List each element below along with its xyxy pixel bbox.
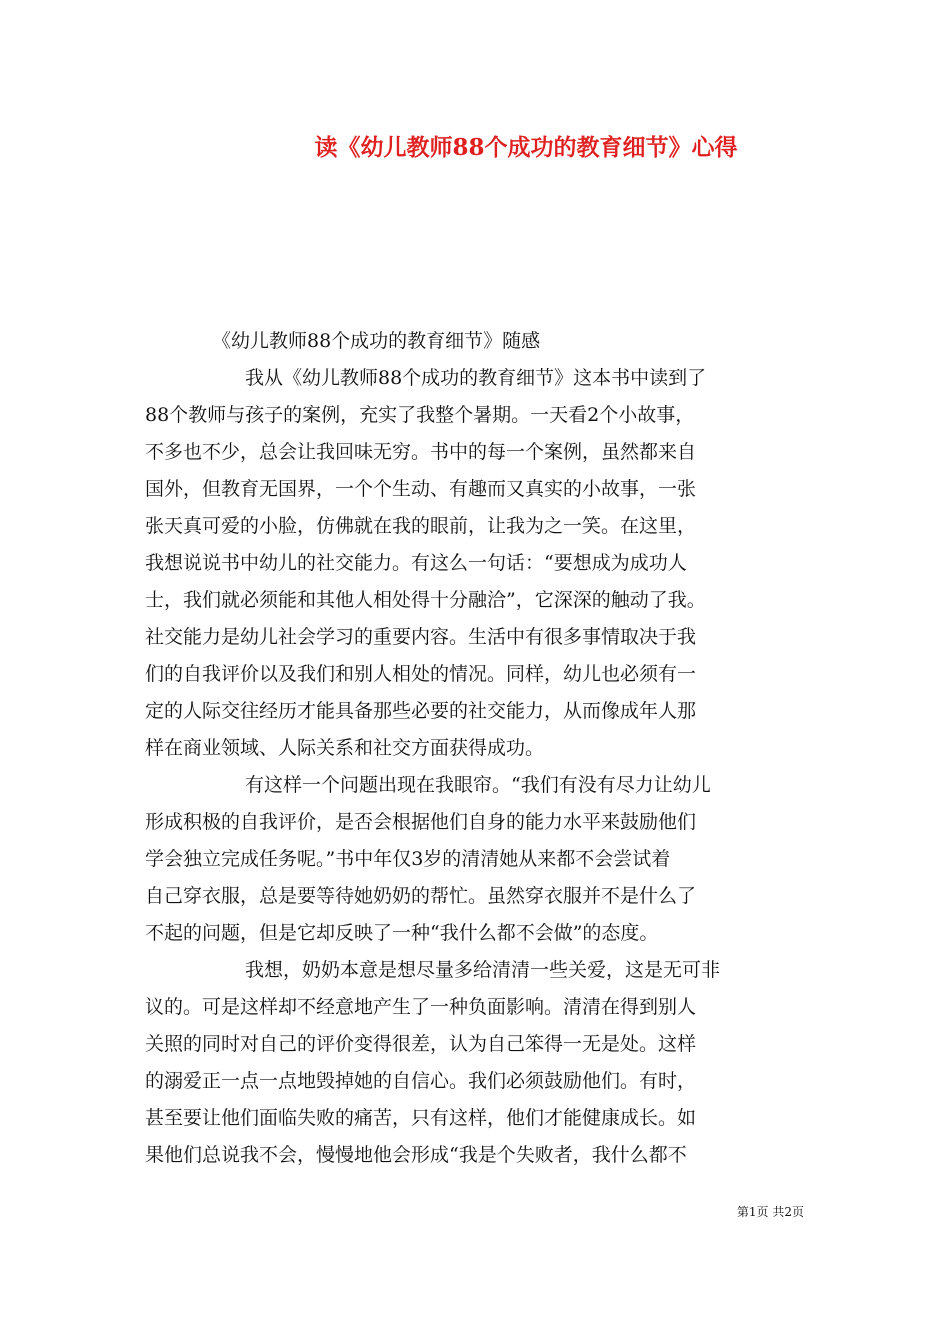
body-line: 张天真可爱的小脸，仿佛就在我的眼前，让我为之一笑。在这里， [145,515,697,537]
body-line: 们的自我评价以及我们和别人相处的情况。同样，幼儿也必须有一 [145,663,697,685]
body-line: 有这样一个问题出现在我眼帘。“我们有没有尽力让幼儿 [245,774,711,796]
body-line: 我从《幼儿教师88个成功的教育细节》这本书中读到了 [245,367,707,389]
body-line: 不多也不少，总会让我回味无穷。书中的每一个案例，虽然都来自 [145,441,697,463]
body-line: 关照的同时对自己的评价变得很差，认为自己笨得一无是处。这样 [145,1033,697,1055]
body-line: 学会独立完成任务呢。”书中年仅3岁的清清她从来都不会尝试着 [145,848,671,870]
body-line: 样在商业领域、人际关系和社交方面获得成功。 [145,737,545,759]
body-line: 形成积极的自我评价，是否会根据他们自身的能力水平来鼓励他们 [145,811,697,833]
body-line: 自己穿衣服，总是要等待她奶奶的帮忙。虽然穿衣服并不是什么了 [145,885,697,907]
body-line: 士，我们就必须能和其他人相处得十分融洽”，它深深的触动了我。 [145,589,706,611]
page-footer: 第1页 共2页 [736,1205,804,1219]
body-line: 社交能力是幼儿社会学习的重要内容。生活中有很多事情取决于我 [145,626,697,648]
body-line: 不起的问题，但是它却反映了一种“我什么都不会做”的态度。 [145,922,659,944]
body-line: 定的人际交往经历才能具备那些必要的社交能力，从而像成年人那 [145,700,697,722]
body-line: 果他们总说我不会，慢慢地他会形成“我是个失败者，我什么都不 [145,1144,687,1166]
body-line: 我想，奶奶本意是想尽量多给清清一些关爱，这是无可非 [245,959,721,981]
body-line: 的溺爱正一点一点地毁掉她的自信心。我们必须鼓励他们。有时， [145,1070,697,1092]
body-line: 我想说说书中幼儿的社交能力。有这么一句话：“要想成为成功人 [145,552,687,574]
body-line: 国外，但教育无国界，一个个生动、有趣而又真实的小故事，一张 [145,478,697,500]
body-line: 88个教师与孩子的案例，充实了我整个暑期。一天看2个小故事， [145,404,695,426]
body-line: 甚至要让他们面临失败的痛苦，只有这样，他们才能健康成长。如 [145,1107,697,1129]
page-title: 读《幼儿教师88个成功的教育细节》心得 [314,134,738,161]
subtitle: 《幼儿教师88个成功的教育细节》随感 [212,330,541,352]
body-line: 议的。可是这样却不经意地产生了一种负面影响。清清在得到别人 [145,996,697,1018]
